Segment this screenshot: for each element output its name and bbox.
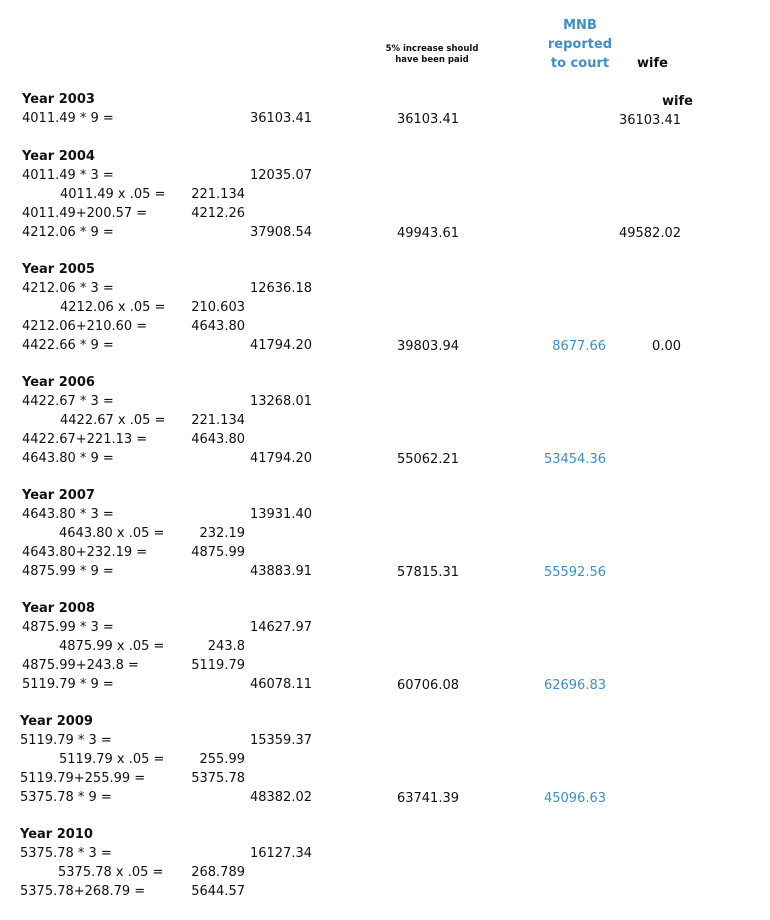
should-pay-amount: 63741.39 [396, 791, 459, 806]
year-title: Year 2009 [20, 714, 93, 729]
formula-line: 4212.06 * 9 = [22, 225, 114, 240]
mnb-reported-amount: 62696.83 [543, 678, 606, 693]
formula-line: 4011.49+200.57 = [22, 206, 148, 221]
should-pay-amount: 60706.08 [396, 678, 459, 693]
year-title: Year 2004 [22, 149, 95, 164]
line-total: 46078.11 [249, 677, 312, 692]
increase-note-header: 5% increase should have been paid [385, 44, 479, 65]
year-title: Year 2005 [22, 262, 95, 277]
wife-amount: 36103.41 [618, 113, 681, 128]
intermediate-value: 243.8 [207, 639, 245, 654]
intermediate-value: 4643.80 [191, 319, 245, 334]
line-total: 41794.20 [249, 338, 312, 353]
formula-line: 4643.80 * 9 = [22, 451, 114, 466]
year-title: Year 2007 [22, 488, 95, 503]
line-total: 48382.02 [249, 790, 312, 805]
formula-line: 4422.66 * 9 = [22, 338, 114, 353]
line-total: 12035.07 [249, 168, 312, 183]
mnb-reported-amount: 8677.66 [552, 339, 606, 354]
mnb-header [545, 16, 615, 73]
formula-line: 5375.78 x .05 = [58, 865, 164, 880]
formula-line: 4011.49 x .05 = [60, 187, 166, 202]
formula-line: 4422.67+221.13 = [22, 432, 148, 447]
formula-line: 4643.80 * 3 = [22, 507, 114, 522]
wife-amount: 49582.02 [618, 226, 681, 241]
formula-line: 4212.06 * 3 = [22, 281, 114, 296]
intermediate-value: 4212.26 [191, 206, 245, 221]
formula-line: 4422.67 * 3 = [22, 394, 114, 409]
line-total: 16127.34 [249, 846, 312, 861]
wife-label: wife [662, 94, 693, 109]
line-total: 41794.20 [249, 451, 312, 466]
mnb-header-line3: to court [550, 56, 610, 71]
line-total: 15359.37 [249, 733, 312, 748]
should-pay-amount: 55062.21 [396, 452, 459, 467]
formula-line: 5119.79+255.99 = [20, 771, 146, 786]
intermediate-value: 232.19 [199, 526, 245, 541]
intermediate-value: 5644.57 [191, 884, 245, 899]
line-total: 14627.97 [249, 620, 312, 635]
mnb-header-line2: reported [547, 37, 613, 52]
intermediate-value: 255.99 [199, 752, 245, 767]
line-total: 12636.18 [249, 281, 312, 296]
mnb-header-line1: MNB [563, 18, 597, 33]
formula-line: 5119.79 x .05 = [59, 752, 165, 767]
formula-line: 4422.67 x .05 = [60, 413, 166, 428]
formula-line: 5375.78+268.79 = [20, 884, 146, 899]
formula-line: 4011.49 * 3 = [22, 168, 114, 183]
line-total: 13268.01 [249, 394, 312, 409]
should-pay-amount: 49943.61 [396, 226, 459, 241]
intermediate-value: 5119.79 [191, 658, 245, 673]
formula-line: 4643.80+232.19 = [22, 545, 148, 560]
intermediate-value: 210.603 [191, 300, 245, 315]
year-title: Year 2006 [22, 375, 95, 390]
formula-line: 4212.06+210.60 = [22, 319, 148, 334]
line-total: 13931.40 [249, 507, 312, 522]
mnb-reported-amount: 55592.56 [543, 565, 606, 580]
formula-line: 4643.80 x .05 = [59, 526, 165, 541]
formula-line: 4875.99+243.8 = [22, 658, 139, 673]
should-pay-amount: 57815.31 [396, 565, 459, 580]
formula-line: 4212.06 x .05 = [60, 300, 166, 315]
line-total: 37908.54 [249, 225, 312, 240]
formula-line: 5119.79 * 9 = [22, 677, 114, 692]
intermediate-value: 5375.78 [191, 771, 245, 786]
year-title: Year 2010 [20, 827, 93, 842]
should-pay-amount: 39803.94 [396, 339, 459, 354]
year-title: Year 2003 [22, 92, 95, 107]
wife-amount: 0.00 [652, 339, 681, 354]
intermediate-value: 221.134 [191, 187, 245, 202]
formula-line: 5119.79 * 3 = [20, 733, 112, 748]
line-total: 43883.91 [249, 564, 312, 579]
formula-line: 4875.99 * 3 = [22, 620, 114, 635]
line-total: 36103.41 [249, 111, 312, 126]
intermediate-value: 4875.99 [191, 545, 245, 560]
formula-line: 4011.49 * 9 = [22, 111, 114, 126]
formula-line: 4875.99 x .05 = [59, 639, 165, 654]
intermediate-value: 4643.80 [191, 432, 245, 447]
intermediate-value: 268.789 [191, 865, 245, 880]
formula-line: 4875.99 * 9 = [22, 564, 114, 579]
mnb-reported-amount: 53454.36 [543, 452, 606, 467]
formula-line: 5375.78 * 3 = [20, 846, 112, 861]
mnb-reported-amount: 45096.63 [543, 791, 606, 806]
intermediate-value: 221.134 [191, 413, 245, 428]
wife-header: wife [637, 56, 668, 71]
formula-line: 5375.78 * 9 = [20, 790, 112, 805]
year-title: Year 2008 [22, 601, 95, 616]
should-pay-amount: 36103.41 [396, 112, 459, 127]
